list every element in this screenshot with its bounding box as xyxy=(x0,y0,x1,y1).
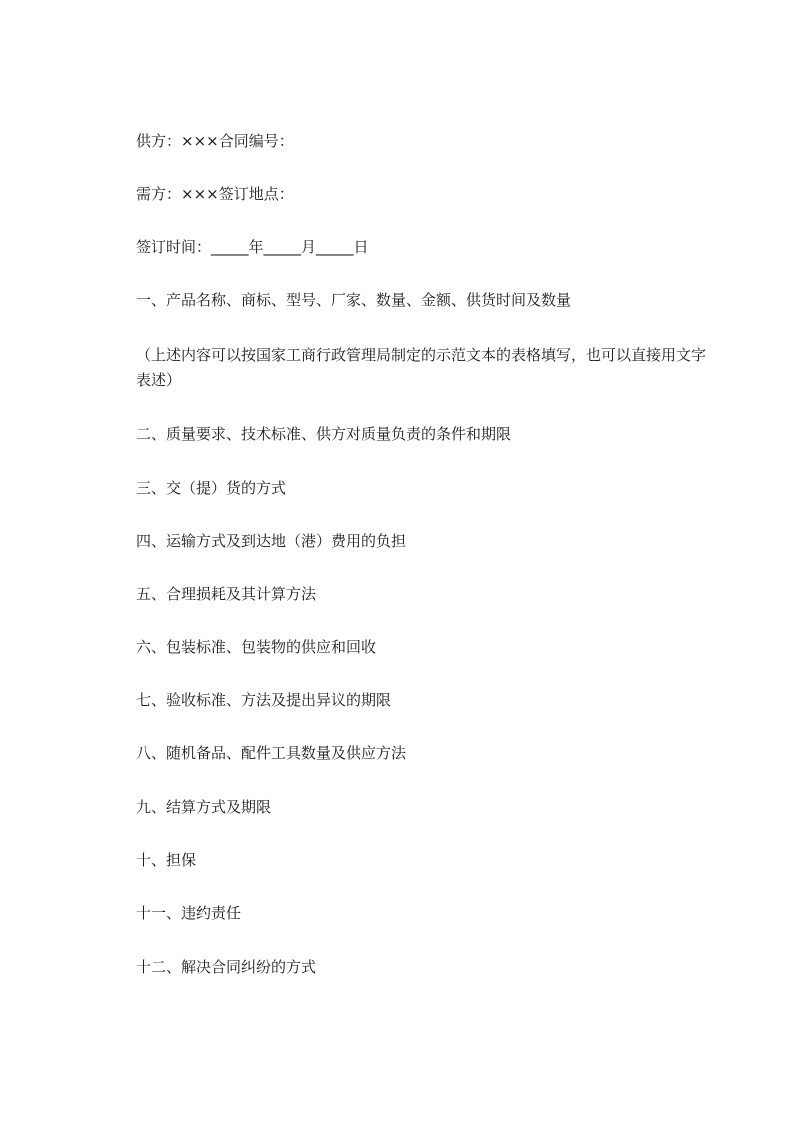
clause-1: 一、产品名称、商标、型号、厂家、数量、金额、供货时间及数量 xyxy=(136,291,572,309)
clause-4: 四、运输方式及到达地（港）费用的负担 xyxy=(136,532,407,550)
supplier-line: 供方：×××合同编号： xyxy=(136,132,294,150)
clause-8: 八、随机备品、配件工具数量及供应方法 xyxy=(136,744,407,762)
clause-2: 二、质量要求、技术标准、供方对质量负责的条件和期限 xyxy=(136,425,512,443)
clause-11: 十一、违约责任 xyxy=(136,904,242,922)
clause-7: 七、验收标准、方法及提出异议的期限 xyxy=(136,691,392,709)
sign-time-line: 签订时间：_____年_____月_____日 xyxy=(136,238,369,256)
clause-1-note: （上述内容可以按国家工商行政管理局制定的示范文本的表格填写，也可以直接用文字表述） xyxy=(136,346,707,389)
clause-10: 十、担保 xyxy=(136,851,197,869)
clause-9: 九、结算方式及期限 xyxy=(136,798,272,816)
clause-12: 十二、解决合同纠纷的方式 xyxy=(136,958,317,976)
clause-5: 五、合理损耗及其计算方法 xyxy=(136,585,317,603)
clause-6: 六、包装标准、包装物的供应和回收 xyxy=(136,638,377,656)
clause-3: 三、交（提）货的方式 xyxy=(136,479,287,497)
buyer-line: 需方：×××签订地点： xyxy=(136,185,294,203)
